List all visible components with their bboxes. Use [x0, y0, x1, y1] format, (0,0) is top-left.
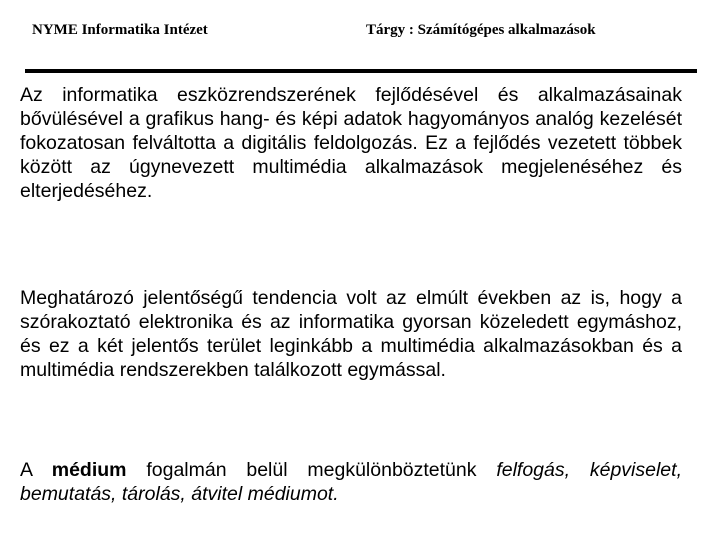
medium-types-list: felfogás, képviselet, bemutatás, tárolás, átvitel médiumot. — [20, 459, 682, 505]
header-institute: NYME Informatika Intézet — [32, 22, 208, 38]
paragraph-medium-middle: fogalmán belül megkülönböztetünk — [126, 459, 497, 481]
paragraph-intro: Az informatika eszközrendszerének fejlődésével és alkalmazásainak bővülésével a grafikus hang- és képi adatok hagyományos analóg kezelését fokozatosan felváltotta a digitális feldolgozás. Ez a fejlődés vezetett többek között az úgynevezett multimédia alkalmazások megjelenéséhez és elterjedéséhez. — [20, 84, 682, 202]
paragraph-trend: Meghatározó jelentőségű tendencia volt az elmúlt években az is, hogy a szórakoztató elektronika és az informatika gyorsan közeledett egymáshoz, és ez a két jelentős terület leginkább a multimédia alkalmazásokban és a multimédia rendszerekben találkozott egymással. — [20, 287, 682, 381]
header-divider — [25, 69, 697, 73]
term-medium: médium — [51, 459, 127, 481]
paragraph-medium-lead: A — [20, 459, 52, 481]
paragraph-medium — [20, 458, 682, 506]
header-subject: Tárgy : Számítógépes alkalmazások — [366, 22, 596, 38]
